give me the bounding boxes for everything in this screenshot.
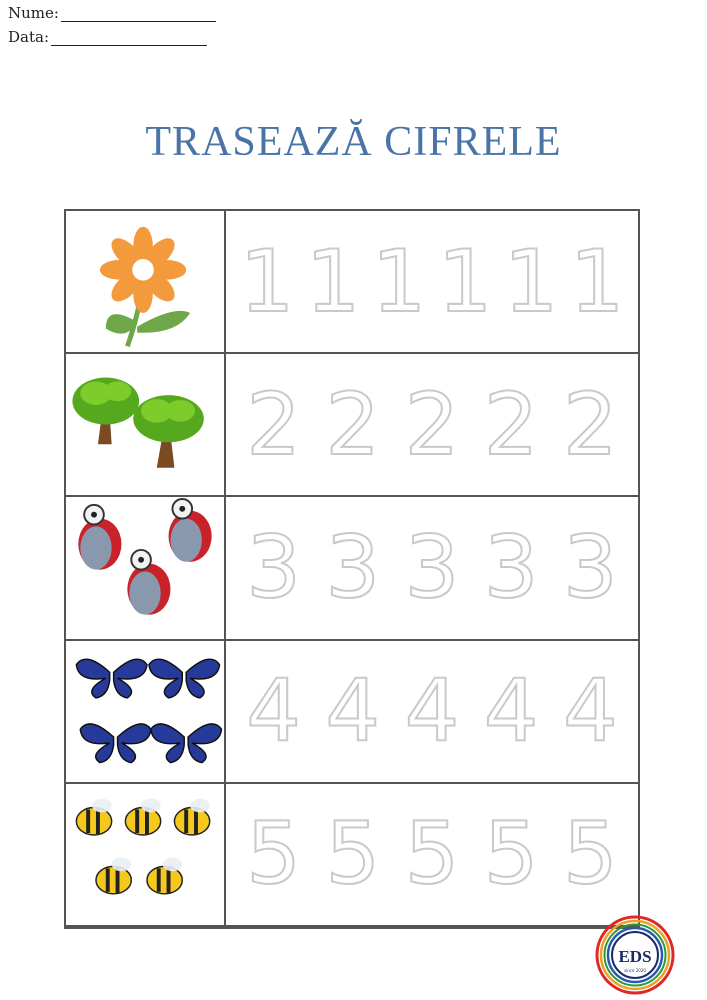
trace-digit[interactable]: 4 xyxy=(325,661,381,762)
trace-digit[interactable]: 4 xyxy=(483,661,539,762)
date-label: Data: xyxy=(8,28,49,46)
trace-digit[interactable]: 1 xyxy=(503,231,559,332)
trace-digit[interactable]: 5 xyxy=(325,804,381,905)
picture-cell-trees xyxy=(66,354,226,497)
tree-icon xyxy=(66,354,224,495)
trace-digit[interactable]: 3 xyxy=(404,517,460,618)
trace-digit[interactable]: 1 xyxy=(305,231,361,332)
trace-digit[interactable]: 5 xyxy=(404,804,460,905)
trace-digit[interactable]: 4 xyxy=(246,661,301,762)
butterfly-icon xyxy=(66,641,224,782)
logo-since: since 2020 xyxy=(624,968,646,973)
eds-logo-icon xyxy=(592,912,678,998)
trace-digit[interactable]: 1 xyxy=(569,231,625,332)
name-line xyxy=(61,7,216,22)
trace-digit[interactable]: 4 xyxy=(404,661,460,762)
trace-row-3 xyxy=(226,497,638,640)
trace-digit[interactable]: 5 xyxy=(483,804,539,905)
picture-cell-flower xyxy=(66,211,226,354)
name-field xyxy=(8,4,216,22)
trace-digit[interactable]: 3 xyxy=(483,517,539,618)
trace-digit[interactable]: 1 xyxy=(437,231,493,332)
trace-digit[interactable]: 2 xyxy=(325,374,381,475)
trace-digit[interactable]: 4 xyxy=(562,661,618,762)
trace-digit[interactable]: 2 xyxy=(483,374,539,475)
trace-digit[interactable]: 3 xyxy=(562,517,618,618)
trace-row-5 xyxy=(226,784,638,927)
picture-cell-ladybugs xyxy=(66,497,226,640)
trace-digit[interactable]: 1 xyxy=(371,231,427,332)
trace-digit[interactable]: 5 xyxy=(246,804,301,905)
date-field xyxy=(8,28,207,46)
bee-icon xyxy=(66,784,224,925)
page-title: TRASEAZĂ CIFRELE xyxy=(145,119,562,165)
ladybug-icon xyxy=(66,497,224,638)
trace-digit[interactable]: 5 xyxy=(562,804,618,905)
picture-cell-bees xyxy=(66,784,226,927)
flower-icon xyxy=(66,211,224,352)
date-line xyxy=(51,31,207,46)
picture-cell-butterflies xyxy=(66,641,226,784)
trace-digit[interactable]: 2 xyxy=(404,374,460,475)
trace-row-2 xyxy=(226,354,638,497)
trace-digit[interactable]: 2 xyxy=(246,374,301,475)
trace-digit[interactable]: 1 xyxy=(239,231,295,332)
logo-text: EDS xyxy=(618,947,652,966)
trace-digit[interactable]: 2 xyxy=(562,374,618,475)
trace-row-4 xyxy=(226,641,638,784)
trace-digit[interactable]: 3 xyxy=(325,517,381,618)
name-label: Nume: xyxy=(8,4,59,22)
trace-row-1 xyxy=(226,211,638,354)
trace-digit[interactable]: 3 xyxy=(246,517,301,618)
tracing-grid xyxy=(64,209,640,929)
